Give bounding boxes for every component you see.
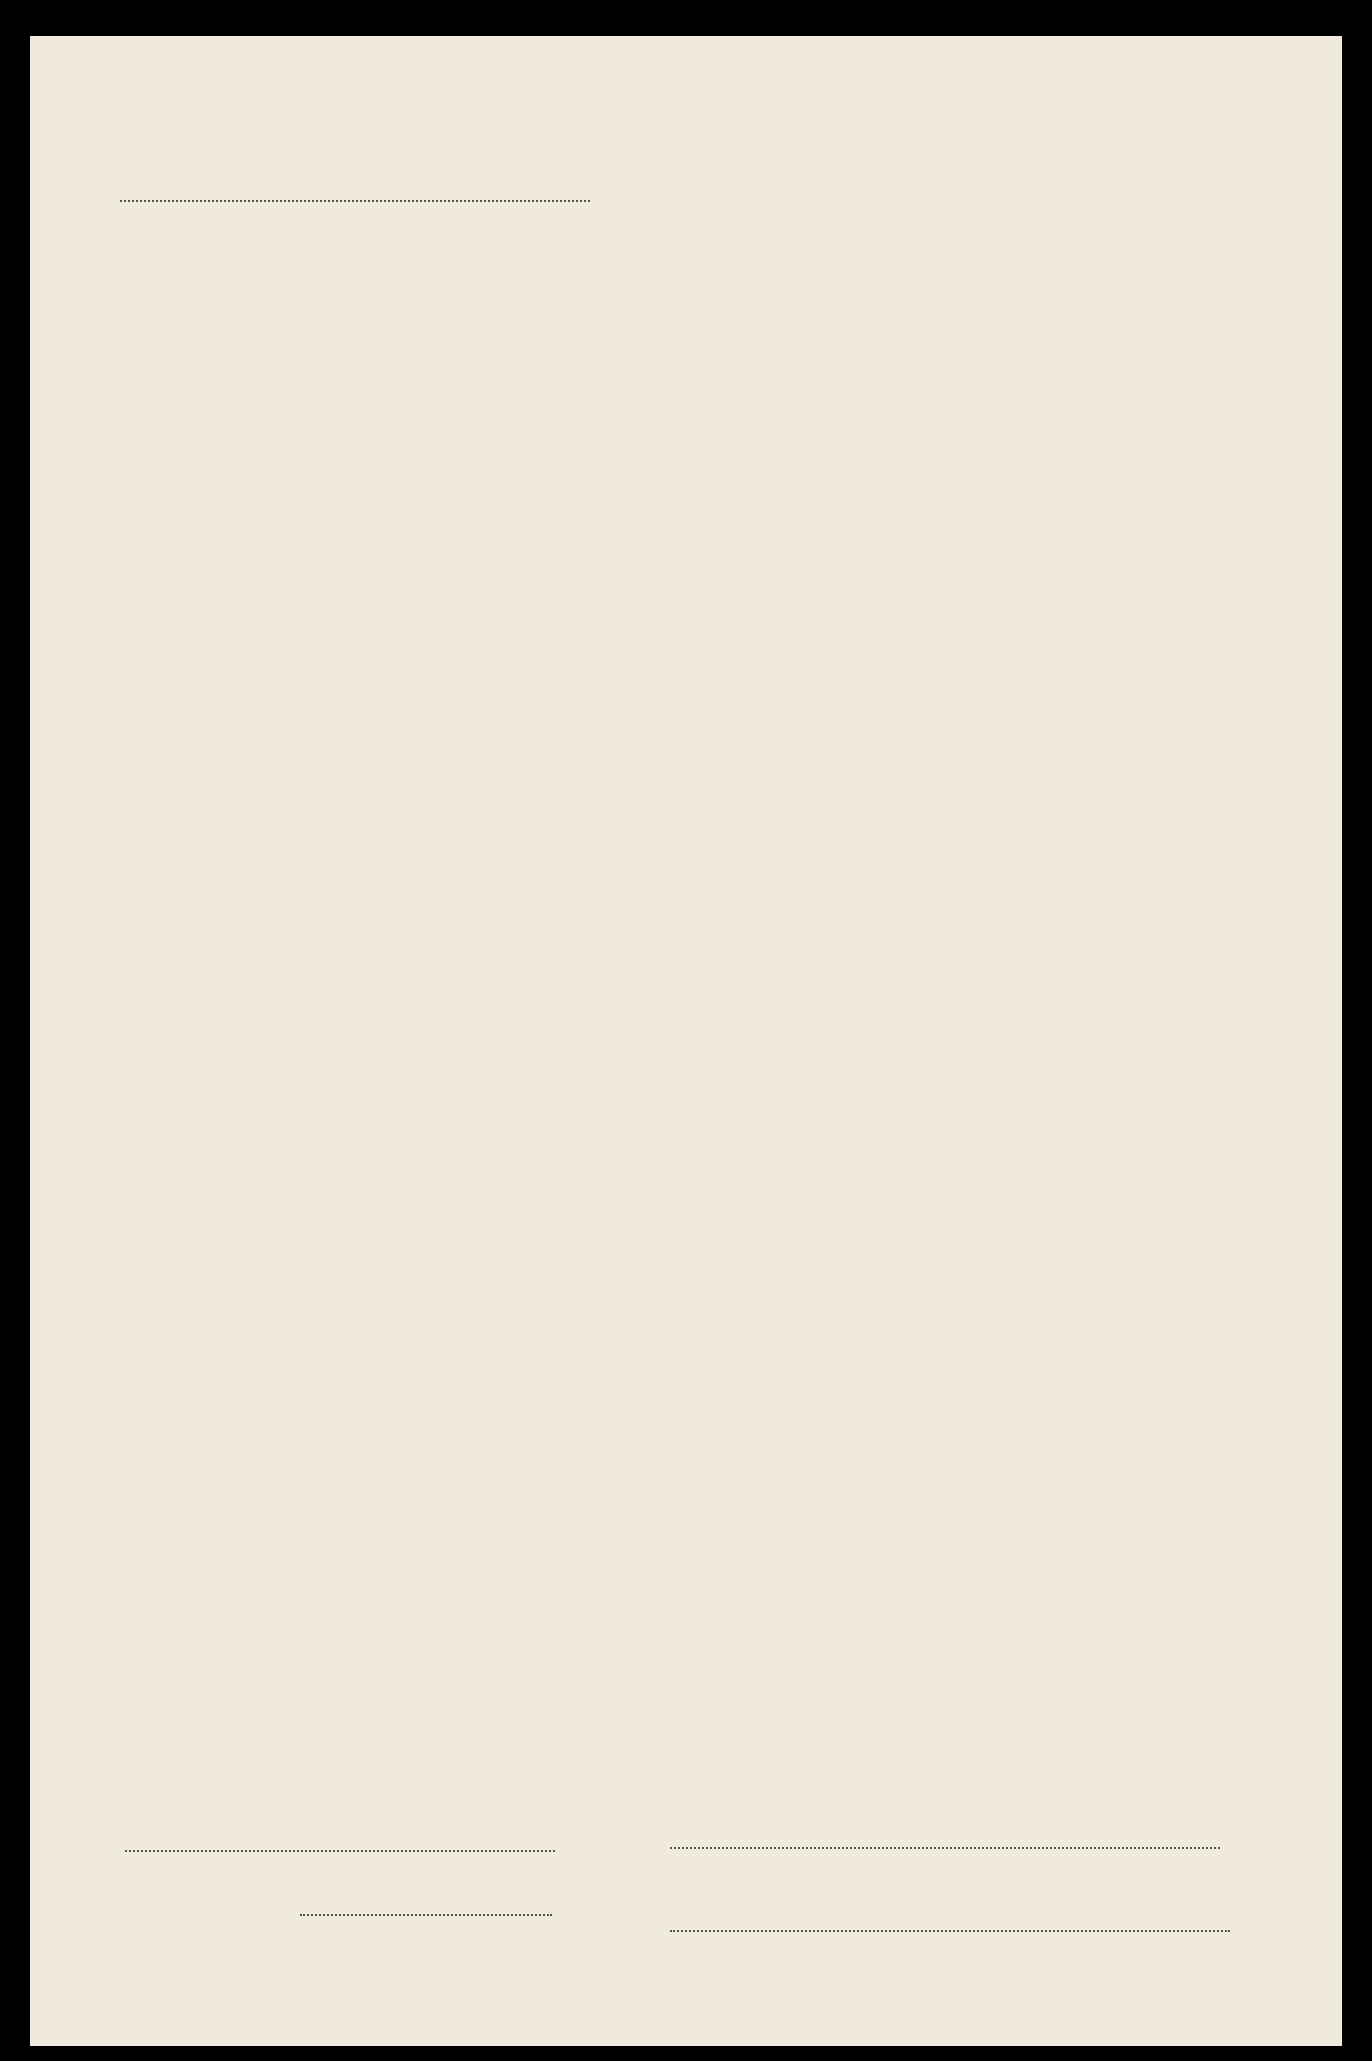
signature-line: [670, 1847, 1220, 1849]
command-line: [670, 1930, 1230, 1932]
date-line: [300, 1914, 552, 1916]
footer-unit-line: [125, 1850, 555, 1852]
